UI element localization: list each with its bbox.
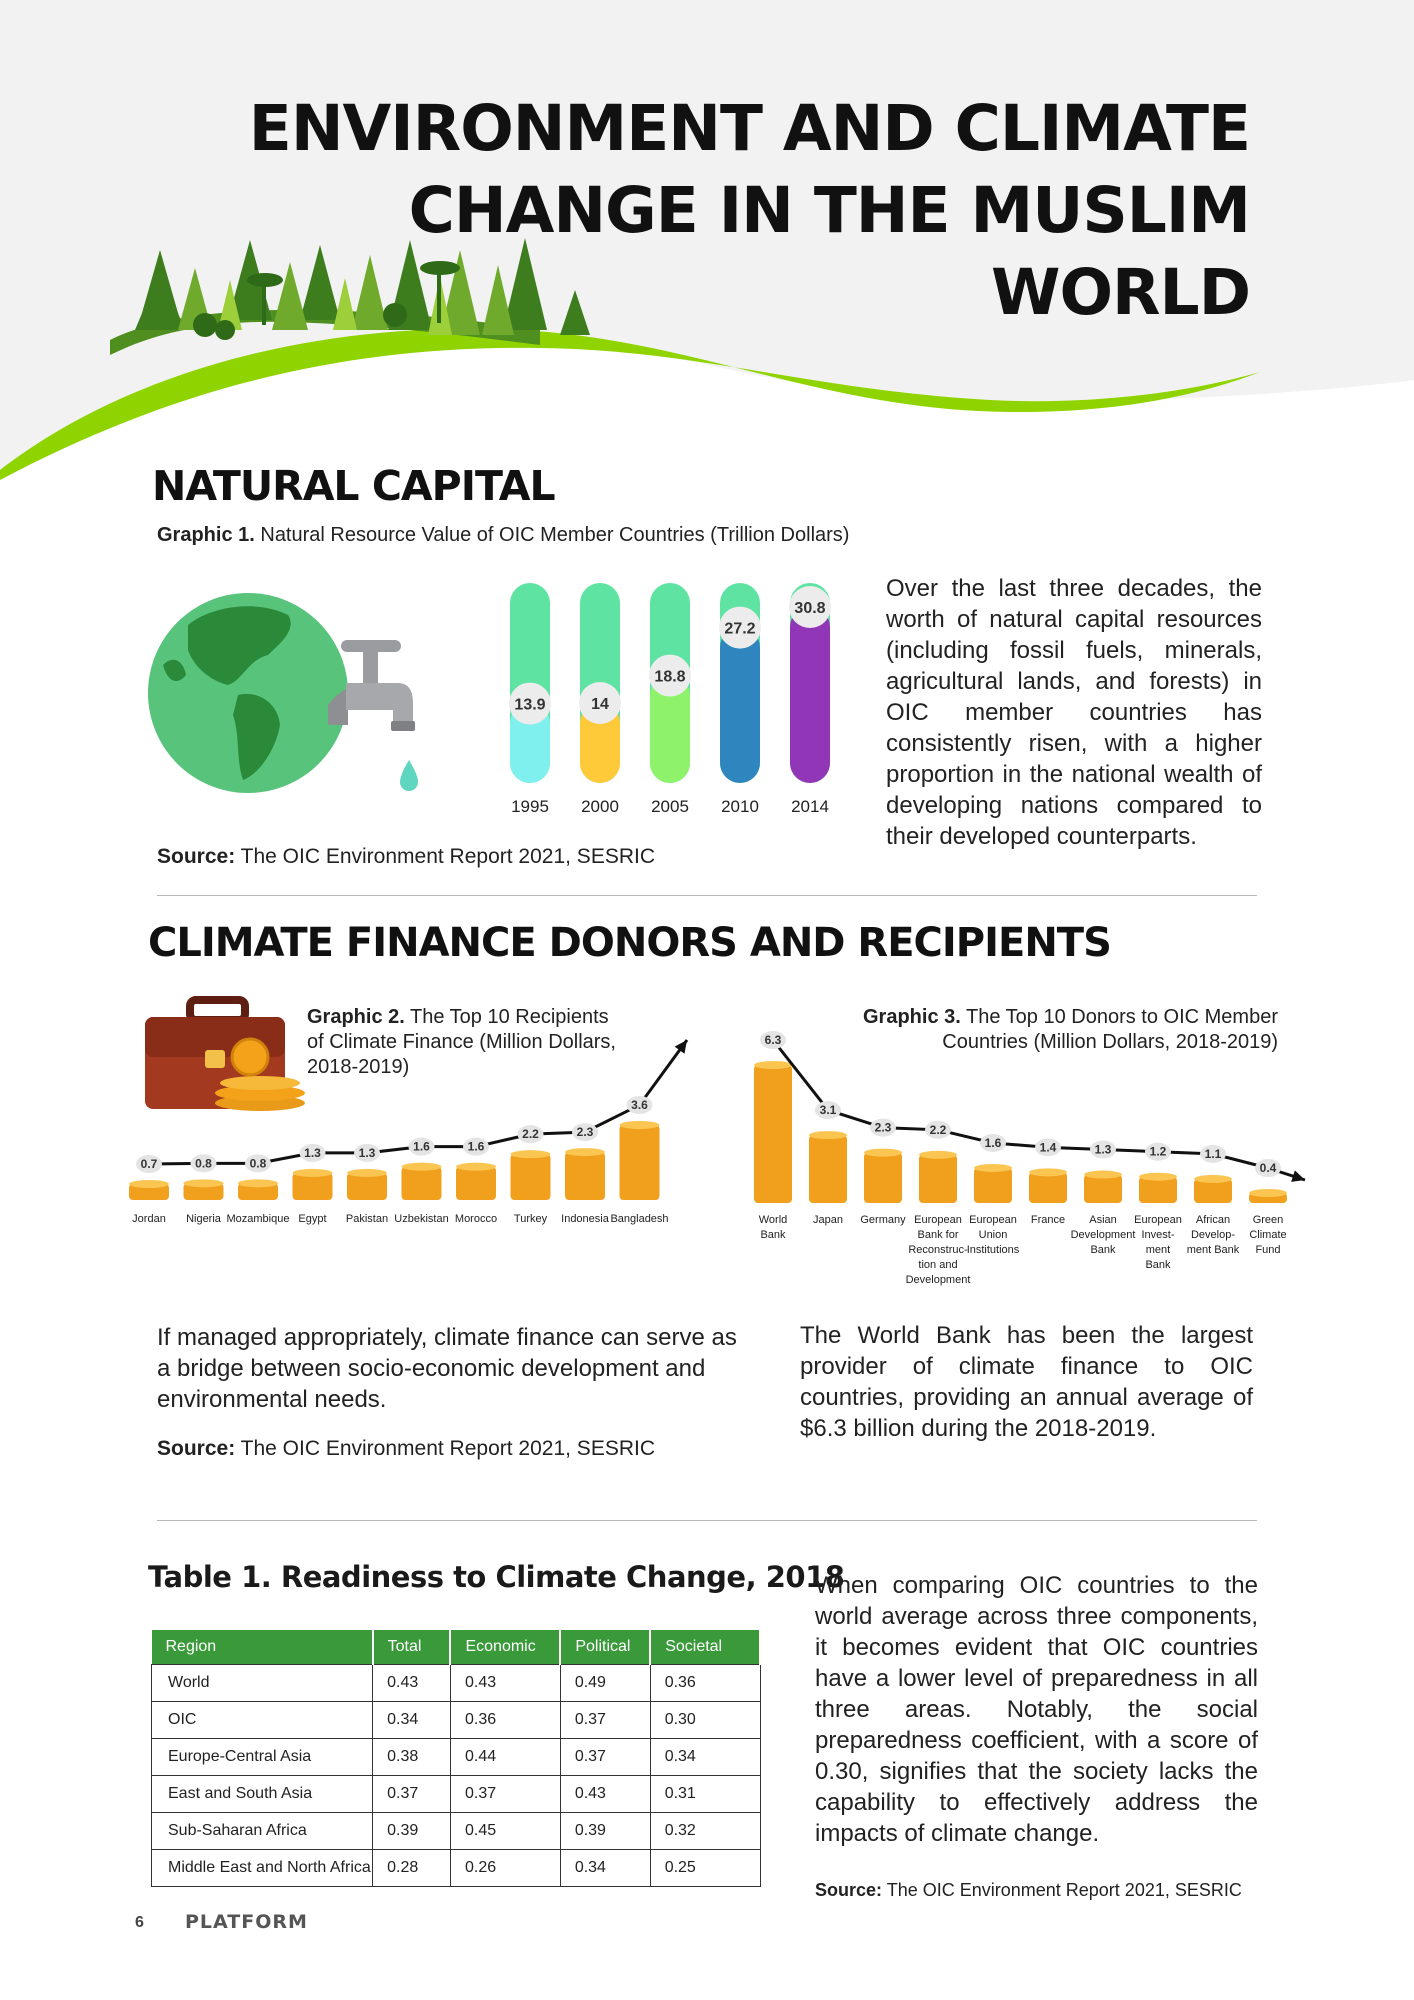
value-label-4: 1.6 (984, 1135, 1002, 1150)
trend-arrow-head (675, 1040, 687, 1054)
category-label-4 (346, 1213, 388, 1225)
table-cell-region: Middle East and North Africa (152, 1850, 373, 1887)
table-cell-value: 0.43 (450, 1665, 560, 1702)
category-label-line: Germany (860, 1214, 906, 1226)
trend-line (773, 1040, 1268, 1168)
category-label-line: Reconstruc- (908, 1244, 968, 1256)
category-label-line: ment (1145, 1244, 1171, 1256)
category-label-line: Bank (760, 1229, 786, 1241)
graphic3-caption-line1: The Top 10 Donors to OIC Member (960, 1006, 1278, 1028)
category-label-1 (813, 1214, 843, 1226)
coin-stack-3 (919, 1151, 957, 1203)
category-label-line: Develop- (1190, 1229, 1236, 1241)
value-label-9: 3.6 (631, 1098, 648, 1112)
coin-stack-9 (620, 1121, 660, 1200)
category-label-0 (132, 1213, 166, 1225)
table-cell-value: 0.38 (373, 1739, 451, 1776)
table-cell-value: 0.34 (560, 1850, 650, 1887)
graphic2-source-text: The OIC Environment Report 2021, SESRIC (235, 1437, 655, 1460)
category-label-line: Bangladesh (610, 1213, 669, 1225)
table-cell-region: Sub-Saharan Africa (152, 1813, 373, 1850)
category-label-line: Fund (1255, 1244, 1281, 1256)
coin-top-9 (620, 1121, 660, 1129)
climate-finance-right-paragraph: The World Bank has been the largest provider of climate finance to OIC countries, providing an annual average of $6.3 billion during the 2018-2019. (800, 1322, 1253, 1442)
table-row (152, 1665, 761, 1702)
table-cell-value: 0.37 (560, 1702, 650, 1739)
table-cell-value: 0.39 (373, 1813, 451, 1850)
graphic2-source-label: Source: (157, 1437, 236, 1460)
category-label-1 (186, 1213, 222, 1225)
table-cell-value: 0.43 (560, 1776, 650, 1813)
coin-top-5 (402, 1163, 442, 1171)
coin-top-8 (565, 1148, 605, 1156)
column-header-total: Total (373, 1630, 451, 1665)
table-cell-value: 0.43 (373, 1665, 451, 1702)
table-cell-value: 0.37 (450, 1776, 560, 1813)
category-label-line: Bank for (917, 1229, 959, 1241)
graphic3-caption-line2: Countries (Million Dollars, 2018-2019) (942, 1031, 1278, 1053)
value-label-1: 0.8 (195, 1156, 212, 1171)
graphic1-source-label: Source: (157, 845, 236, 868)
graphic2-caption-line2: of Climate Finance (Million Dollars, (307, 1031, 616, 1053)
coin-stack-7 (1139, 1173, 1177, 1203)
graphic2-coin-chart (125, 1030, 705, 1230)
graphic2-source (157, 1437, 655, 1461)
column-header-societal: Societal (650, 1630, 760, 1665)
page-number: 6 (135, 1914, 144, 1931)
page-title (180, 88, 1250, 334)
category-label-line: Nigeria (186, 1213, 221, 1225)
value-label-5: 1.6 (413, 1139, 430, 1154)
x-tick-label-2014: 2014 (791, 797, 829, 816)
coin-bar-6 (1084, 1175, 1122, 1203)
coin-top-0 (754, 1061, 792, 1069)
coin-top-2 (238, 1179, 278, 1187)
graphic2-caption-line3: 2018-2019) (307, 1056, 410, 1078)
page-title-line1: ENVIRONMENT AND CLIMATE (248, 92, 1250, 165)
table-cell-value: 0.32 (650, 1813, 760, 1850)
section-divider-1 (157, 895, 1257, 896)
category-label-2 (227, 1213, 290, 1225)
value-label-2: 0.8 (249, 1156, 267, 1171)
coin-stack-6 (1084, 1171, 1122, 1203)
table-cell-region: East and South Asia (152, 1776, 373, 1813)
value-label-8: 1.1 (1204, 1146, 1222, 1161)
value-label-8: 2.3 (576, 1125, 594, 1140)
readiness-paragraph: When comparing OIC countries to the world average across three components, it becomes evident that OIC countries have a lower level of preparedness in all three areas. Notably, the social preparedness coefficient, with a score of 0.30, signifies that the society lacks the capability to effectively address the impacts of climate change. (815, 1572, 1258, 1847)
table-cell-value: 0.37 (560, 1739, 650, 1776)
value-label-0: 0.7 (140, 1157, 158, 1171)
category-label-line: Institutions (966, 1244, 1020, 1256)
column-header-economic: Economic (450, 1630, 560, 1665)
bar-value-label-2010: 27.2 (724, 620, 756, 638)
coin-stack-2 (864, 1149, 902, 1203)
readiness-source (815, 1880, 1242, 1901)
coin-bar-6 (456, 1167, 496, 1200)
coin-top-6 (1084, 1171, 1122, 1179)
table1-heading: Table 1. Readiness to Climate Change, 2018 (148, 1560, 845, 1594)
table-cell-value: 0.28 (373, 1850, 451, 1887)
coin-top-8 (1194, 1175, 1232, 1183)
coin-top-1 (184, 1179, 224, 1187)
category-label-line: World (758, 1214, 788, 1226)
coin-stack-4 (974, 1164, 1012, 1203)
column-header-region: Region (152, 1630, 373, 1665)
coin-bar-3 (293, 1173, 333, 1200)
category-label-3 (298, 1213, 326, 1225)
coin-bar-3 (919, 1155, 957, 1203)
category-label-8 (1187, 1214, 1240, 1256)
coin-stack-0 (754, 1061, 792, 1203)
bar-fill-1995 (510, 724, 550, 763)
category-label-9 (1249, 1214, 1286, 1256)
table-row (152, 1813, 761, 1850)
bar-value-label-2014: 30.8 (794, 600, 826, 617)
coin-stack-6 (456, 1163, 496, 1200)
graphic1-caption-text: Natural Resource Value of OIC Member Countries (Trillion Dollars) (254, 524, 850, 546)
bar-fill-2010 (720, 648, 760, 763)
coin-bar-5 (1029, 1172, 1067, 1203)
category-label-line: Turkey (513, 1213, 548, 1225)
graphic3-coin-chart (740, 1010, 1310, 1295)
category-label-line: France (1030, 1214, 1066, 1226)
coin-stack-2 (238, 1179, 278, 1200)
coin-bar-2 (864, 1153, 902, 1203)
coin-stack-0 (129, 1180, 169, 1200)
coin-top-9 (1249, 1189, 1287, 1197)
graphic1-caption-label: Graphic 1. (157, 524, 255, 546)
readiness-table (151, 1630, 761, 1887)
coin-bar-9 (620, 1125, 660, 1200)
category-label-line: Japan (813, 1214, 843, 1226)
table-cell-value: 0.36 (650, 1665, 760, 1702)
coin-bar-5 (402, 1167, 442, 1200)
coin-top-7 (511, 1150, 551, 1158)
category-label-line: Invest- (1141, 1229, 1175, 1241)
coin-top-2 (864, 1149, 902, 1157)
table-cell-value: 0.25 (650, 1850, 760, 1887)
category-label-line: ment Bank (1186, 1244, 1240, 1256)
coin-stack-5 (402, 1163, 442, 1200)
bar-fill-2005 (650, 696, 690, 763)
graphic2-caption-line1: The Top 10 Recipients (404, 1006, 609, 1028)
climate-finance-heading: CLIMATE FINANCE DONORS AND RECIPIENTS (148, 920, 1111, 966)
climate-finance-left-paragraph: If managed appropriately, climate finance can serve as a bridge between socio-economic development and environmental needs. (157, 1324, 737, 1413)
category-label-line: Bank (1145, 1259, 1171, 1271)
bar-fill-2000 (580, 723, 620, 763)
coin-bar-4 (347, 1173, 387, 1200)
category-label-0 (759, 1214, 788, 1241)
category-label-line: European (914, 1214, 962, 1226)
coin-stack-9 (1249, 1189, 1287, 1203)
coin-top-6 (456, 1163, 496, 1171)
graphic3-caption-label: Graphic 3. (863, 1006, 961, 1028)
table-cell-value: 0.34 (373, 1702, 451, 1739)
category-label-line: Jordan (132, 1213, 166, 1225)
coin-top-3 (919, 1151, 957, 1159)
bar-group-2000 (579, 583, 621, 816)
table-cell-value: 0.44 (450, 1739, 560, 1776)
bar-value-label-1995: 13.9 (514, 696, 546, 714)
natural-capital-paragraph: Over the last three decades, the worth of natural capital resources (including fossil fuels, minerals, agricultural lands, and forests) in OIC member countries has consistently risen, with a higher proportion in the national wealth of developing nations compared to their developed counterparts. (886, 575, 1262, 850)
table-cell-value: 0.36 (450, 1702, 560, 1739)
table-row (152, 1850, 761, 1887)
category-label-line: Union (978, 1229, 1008, 1241)
category-label-line: Green (1252, 1214, 1284, 1226)
coin-stack-4 (347, 1169, 387, 1200)
graphic1-source (157, 845, 655, 869)
category-label-5 (1031, 1214, 1065, 1226)
value-label-0: 6.3 (764, 1033, 782, 1047)
table-body (152, 1665, 761, 1887)
trend-arrow-head (1291, 1170, 1305, 1182)
section-divider-2 (157, 1520, 1257, 1521)
table-cell-value: 0.31 (650, 1776, 760, 1813)
table-header-row (152, 1630, 761, 1665)
bar-group-2014 (789, 583, 831, 816)
table-cell-region: Europe-Central Asia (152, 1739, 373, 1776)
category-label-line: Pakistan (345, 1213, 389, 1225)
category-label-8 (561, 1213, 610, 1225)
coin-top-5 (1029, 1168, 1067, 1176)
coin-stack-1 (184, 1179, 224, 1200)
value-label-3: 2.2 (929, 1122, 947, 1137)
category-label-7 (1134, 1214, 1182, 1271)
category-label-line: European (969, 1214, 1017, 1226)
table-cell-value: 0.39 (560, 1813, 650, 1850)
graphic1-source-text: The OIC Environment Report 2021, SESRIC (235, 845, 655, 868)
x-tick-label-2005: 2005 (651, 797, 689, 816)
bar-group-2010 (719, 583, 761, 816)
readiness-source-label: Source: (815, 1880, 883, 1900)
value-label-2: 2.3 (874, 1120, 892, 1135)
coin-top-4 (974, 1164, 1012, 1172)
coin-bar-1 (809, 1135, 847, 1203)
table-cell-value: 0.30 (650, 1702, 760, 1739)
brand-logo: PLATFORM (185, 1911, 308, 1933)
table-row (152, 1702, 761, 1739)
coin-top-0 (129, 1180, 169, 1188)
category-label-line: Climate (1249, 1229, 1287, 1241)
category-label-line: Egypt (298, 1213, 327, 1225)
category-label-line: Indonesia (561, 1213, 609, 1225)
coin-top-3 (293, 1169, 333, 1177)
value-label-5: 1.4 (1039, 1140, 1057, 1155)
table-cell-value: 0.26 (450, 1850, 560, 1887)
coin-stack-7 (511, 1150, 551, 1200)
coin-top-1 (809, 1131, 847, 1139)
graphic1-caption (157, 523, 849, 548)
x-tick-label-2000: 2000 (581, 797, 619, 816)
value-label-9: 0.4 (1259, 1161, 1277, 1175)
category-label-6 (1071, 1214, 1136, 1256)
category-label-line: Asian (1089, 1214, 1117, 1226)
graphic1-bar-chart (490, 578, 850, 818)
category-label-line: Mozambique (226, 1213, 290, 1225)
readiness-source-text: The OIC Environment Report 2021, SESRIC (882, 1880, 1242, 1900)
x-tick-label-1995: 1995 (511, 797, 549, 816)
category-label-2 (860, 1214, 906, 1226)
graphic2-caption-label: Graphic 2. (307, 1006, 405, 1028)
coin-bar-0 (754, 1065, 792, 1203)
coin-stack-5 (1029, 1168, 1067, 1203)
table-cell-region: World (152, 1665, 373, 1702)
value-label-6: 1.6 (467, 1139, 485, 1154)
value-label-7: 2.2 (522, 1127, 539, 1142)
value-label-6: 1.3 (1094, 1142, 1112, 1157)
page-title-line2: CHANGE IN THE MUSLIM WORLD (408, 174, 1250, 329)
table-cell-value: 0.37 (373, 1776, 451, 1813)
category-label-line: Development (1070, 1229, 1136, 1241)
bar-group-2005 (649, 583, 691, 816)
value-label-1: 3.1 (819, 1103, 837, 1118)
category-label-line: Bank (1090, 1244, 1116, 1256)
category-label-3 (906, 1214, 971, 1286)
coin-stack-8 (1194, 1175, 1232, 1203)
category-label-4 (967, 1214, 1020, 1256)
category-label-line: Uzbekistan (394, 1213, 449, 1225)
table-cell-value: 0.49 (560, 1665, 650, 1702)
coin-stack-3 (293, 1169, 333, 1200)
globe-with-faucet-icon (148, 585, 448, 820)
category-label-7 (514, 1213, 548, 1225)
category-label-line: Morocco (454, 1213, 498, 1225)
column-header-political: Political (560, 1630, 650, 1665)
table-row (152, 1739, 761, 1776)
value-label-3: 1.3 (304, 1145, 321, 1160)
coin-stack-8 (565, 1148, 605, 1200)
value-label-7: 1.2 (1149, 1144, 1167, 1159)
category-label-6 (455, 1213, 497, 1225)
value-label-4: 1.3 (358, 1145, 376, 1160)
bar-value-label-2000: 14 (591, 696, 609, 713)
table-cell-region: OIC (152, 1702, 373, 1739)
coin-stack-1 (809, 1131, 847, 1203)
category-label-line: tion and (918, 1259, 958, 1271)
category-label-9 (610, 1213, 668, 1225)
natural-capital-heading: NATURAL CAPITAL (152, 462, 555, 510)
coin-bar-8 (565, 1152, 605, 1200)
category-label-line: African (1195, 1214, 1231, 1226)
x-tick-label-2010: 2010 (721, 797, 759, 816)
table-row (152, 1776, 761, 1813)
table-cell-value: 0.34 (650, 1739, 760, 1776)
category-label-line: European (1134, 1214, 1182, 1226)
table-cell-value: 0.45 (450, 1813, 560, 1850)
coin-bar-7 (511, 1154, 551, 1200)
category-label-line: Development (905, 1274, 971, 1286)
coin-top-7 (1139, 1173, 1177, 1181)
coin-bar-4 (974, 1168, 1012, 1203)
bar-fill-2014 (790, 627, 830, 763)
bar-group-1995 (509, 583, 551, 816)
bar-value-label-2005: 18.8 (654, 668, 686, 686)
coin-top-4 (347, 1169, 387, 1177)
category-label-5 (394, 1213, 448, 1225)
